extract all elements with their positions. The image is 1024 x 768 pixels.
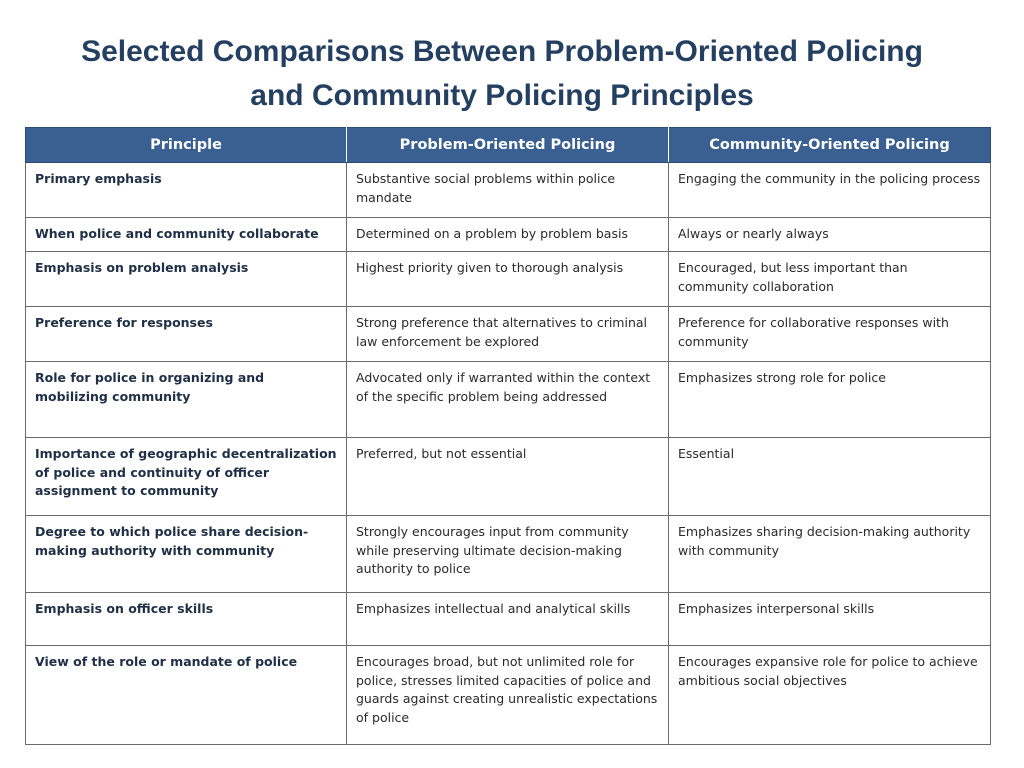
table-row: [26, 438, 991, 516]
page-title: [0, 30, 1004, 118]
table-row: [26, 646, 991, 745]
table-row: [26, 362, 991, 438]
community-oriented-cell: Preference for collaborative responses with community: [669, 307, 991, 362]
table-row: [26, 163, 991, 218]
principle-cell: Role for police in organizing and mobilizing community: [26, 362, 347, 438]
principle-cell: When police and community collaborate: [26, 218, 347, 252]
problem-oriented-cell: Advocated only if warranted within the context of the specific problem being addressed: [347, 362, 669, 438]
community-oriented-cell: Emphasizes sharing decision-making authority with community: [669, 516, 991, 593]
table-row: [26, 593, 991, 646]
community-oriented-cell: Essential: [669, 438, 991, 516]
community-oriented-cell: Emphasizes interpersonal skills: [669, 593, 991, 646]
header-community-oriented: Community-Oriented Policing: [669, 128, 991, 163]
problem-oriented-cell: Encourages broad, but not unlimited role for police, stresses limited capacities of police and guards against creating unrealistic expectations of police: [347, 646, 669, 745]
problem-oriented-cell: Strong preference that alternatives to criminal law enforcement be explored: [347, 307, 669, 362]
principle-cell: View of the role or mandate of police: [26, 646, 347, 745]
table-header-row: [26, 128, 991, 163]
problem-oriented-cell: Determined on a problem by problem basis: [347, 218, 669, 252]
problem-oriented-cell: Emphasizes intellectual and analytical skills: [347, 593, 669, 646]
problem-oriented-cell: Highest priority given to thorough analysis: [347, 252, 669, 307]
table-row: [26, 516, 991, 593]
community-oriented-cell: Engaging the community in the policing process: [669, 163, 991, 218]
principle-cell: Emphasis on officer skills: [26, 593, 347, 646]
page-title-line-1: Selected Comparisons Between Problem-Oriented Policing: [81, 35, 923, 68]
principle-cell: Primary emphasis: [26, 163, 347, 218]
table-row: [26, 218, 991, 252]
table-row: [26, 252, 991, 307]
principle-cell: Importance of geographic decentralization of police and continuity of officer assignment to community: [26, 438, 347, 516]
problem-oriented-cell: Substantive social problems within police mandate: [347, 163, 669, 218]
page-title-line-2: and Community Policing Principles: [250, 79, 754, 112]
header-problem-oriented: Problem-Oriented Policing: [347, 128, 669, 163]
principle-cell: Emphasis on problem analysis: [26, 252, 347, 307]
principle-cell: Preference for responses: [26, 307, 347, 362]
table-row: [26, 307, 991, 362]
problem-oriented-cell: Strongly encourages input from community while preserving ultimate decision-making authority to police: [347, 516, 669, 593]
community-oriented-cell: Emphasizes strong role for police: [669, 362, 991, 438]
community-oriented-cell: Always or nearly always: [669, 218, 991, 252]
problem-oriented-cell: Preferred, but not essential: [347, 438, 669, 516]
community-oriented-cell: Encourages expansive role for police to achieve ambitious social objectives: [669, 646, 991, 745]
community-oriented-cell: Encouraged, but less important than community collaboration: [669, 252, 991, 307]
comparison-table: [25, 127, 991, 745]
principle-cell: Degree to which police share decision-making authority with community: [26, 516, 347, 593]
header-principle: Principle: [26, 128, 347, 163]
